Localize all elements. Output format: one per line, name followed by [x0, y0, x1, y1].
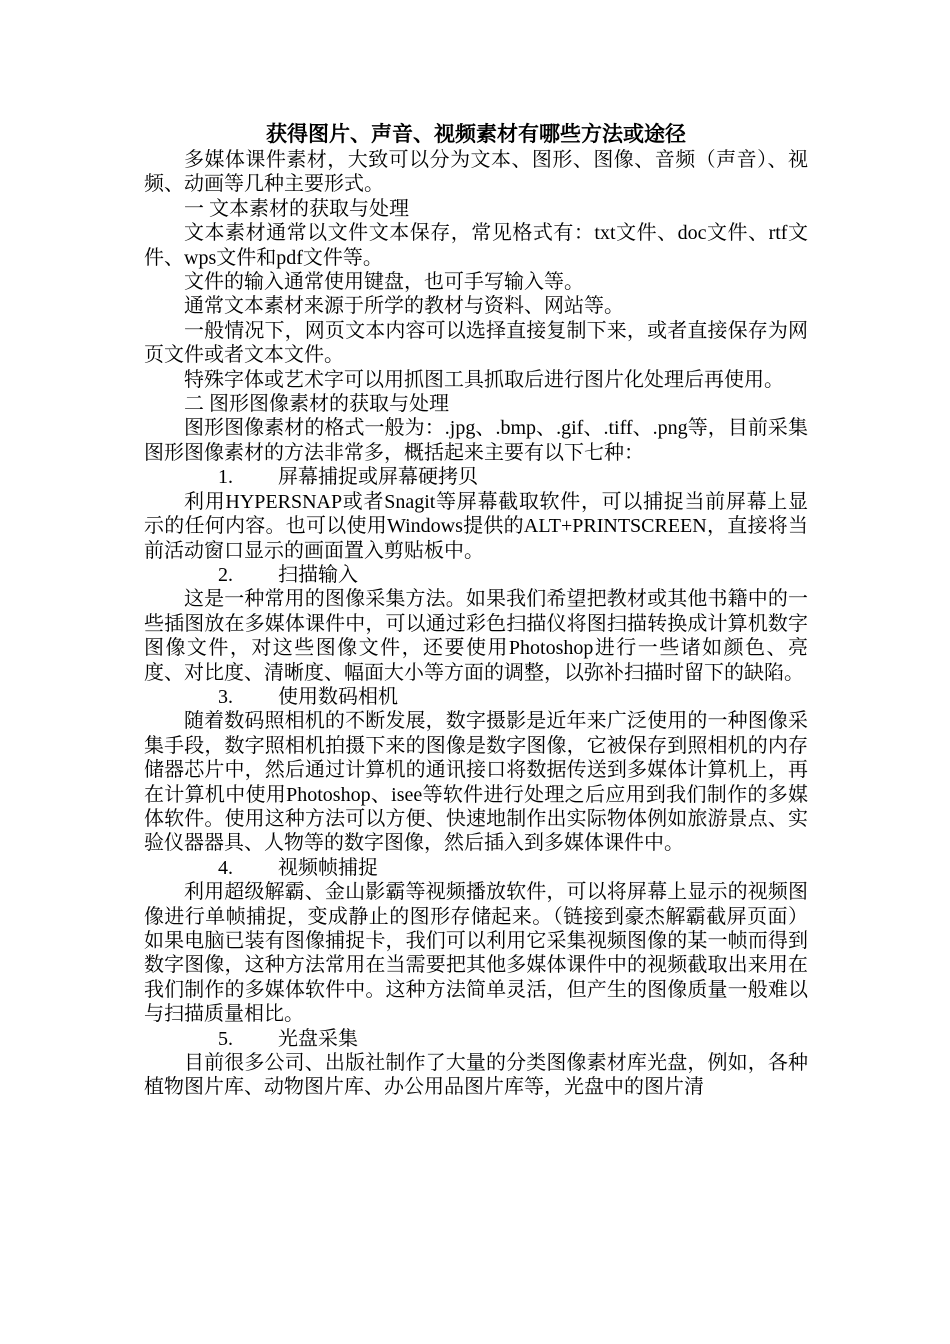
list-item-heading-2 [144, 563, 808, 587]
list-item-number: 4. [218, 856, 233, 879]
list-item-heading-4 [144, 856, 808, 880]
list-item-heading: 扫描输入 [278, 563, 358, 586]
list-item-heading: 光盘采集 [278, 1027, 358, 1050]
list-item-heading-1 [144, 465, 808, 489]
list-item-heading: 屏幕捕捉或屏幕硬拷贝 [278, 466, 478, 489]
paragraph-text-input: 文件的输入通常使用键盘，也可手写输入等。 [184, 271, 584, 294]
paragraph-intro: 多媒体课件素材，大致可以分为文本、图形、图像、音频（声音）、视频、动画等几种主要形式。 [144, 149, 808, 196]
list-item-heading-5 [144, 1027, 808, 1051]
paragraph-text-sources: 通常文本素材来源于所学的教材与资料、网站等。 [184, 295, 624, 318]
list-item-body-4: 利用超级解霸、金山影霸等视频播放软件，可以将屏幕上显示的视频图像进行单帧捕捉，变成静止的图形存储起来。（链接到豪杰解霸截屏页面）如果电脑已装有图像捕捉卡，我们可以利用它采集视频图像的某一帧而得到数字图像，这种方法常用在当需要把其他多媒体课件中的视频截取出来用在我们制作的多媒体软件中。这种方法简单灵活，但产生的图像质量一般难以与扫描质量相比。 [144, 881, 808, 1026]
section-heading-image: 二 图形图像素材的获取与处理 [184, 393, 449, 416]
list-item-heading: 使用数码相机 [278, 685, 398, 708]
paragraph-image-formats: 图形图像素材的格式一般为：.jpg、.bmp、.gif、.tiff、.png等，目前采集图形图像素材的方法非常多，概括起来主要有以下七种： [144, 417, 808, 464]
section-heading-text: 一 文本素材的获取与处理 [184, 197, 409, 220]
list-item-number: 5. [218, 1027, 233, 1050]
list-item-body-2: 这是一种常用的图像采集方法。如果我们希望把教材或其他书籍中的一些插图放在多媒体课件中，可以通过彩色扫描仪将图扫描转换成计算机数字图像文件，对这些图像文件，还要使用Photoshop进行一些诸如颜色、亮度、对比度、清晰度、幅面大小等方面的调整，以弥补扫描时留下的缺陷。 [144, 588, 808, 684]
list-item-heading: 视频帧捕捉 [278, 856, 378, 879]
paragraph-special-fonts: 特殊字体或艺术字可以用抓图工具抓取后进行图片化处理后再使用。 [184, 368, 784, 391]
paragraph-web-copy: 一般情况下，网页文本内容可以选择直接复制下来，或者直接保存为网页文件或者文本文件。 [144, 319, 808, 367]
paragraph-text-formats: 文本素材通常以文件文本保存，常见格式有：txt文件、doc文件、rtf文件、wps文件和pdf文件等。 [144, 222, 808, 269]
list-item-number: 3. [218, 685, 233, 708]
list-item-number: 1. [218, 466, 233, 489]
document-page [144, 121, 808, 1100]
list-item-body-5: 目前很多公司、出版社制作了大量的分类图像素材库光盘，例如，各种植物图片库、动物图片库、办公用品图片库等，光盘中的图片清 [144, 1052, 808, 1099]
list-item-body-3: 随着数码照相机的不断发展，数字摄影是近年来广泛使用的一种图像采集手段，数字照相机拍摄下来的图像是数字图像，它被保存到照相机的内存储器芯片中，然后通过计算机的通讯接口将数据传送到多媒体计算机上，再在计算机中使用Photoshop、isee等软件进行处理之后应用到我们制作的多媒体软件。使用这种方法可以方便、快速地制作出实际物体例如旅游景点、实验仪器器具、人物等的数字图像，然后插入到多媒体课件中。 [144, 710, 808, 855]
list-item-number: 2. [218, 563, 233, 586]
document-title: 获得图片、声音、视频素材有哪些方法或途径 [266, 122, 686, 146]
list-item-body-1: 利用HYPERSNAP或者Snagit等屏幕截取软件，可以捕捉当前屏幕上显示的任何内容。也可以使用Windows提供的ALT+PRINTSCREEN，直接将当前活动窗口显示的画面置入剪贴板中。 [144, 490, 808, 562]
list-item-heading-3 [144, 685, 808, 709]
